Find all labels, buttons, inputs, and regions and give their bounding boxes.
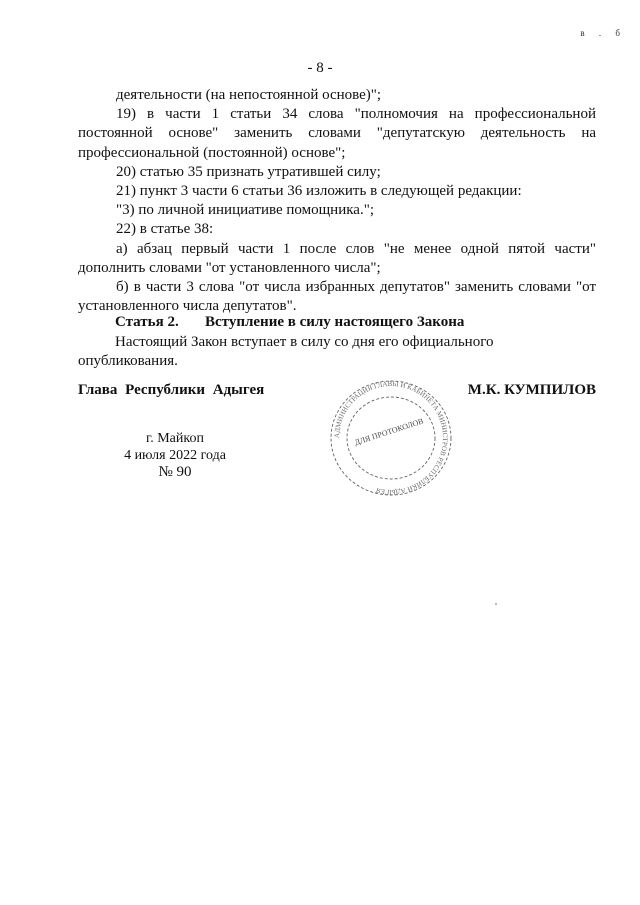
signatory-position: Глава Республики Адыгея bbox=[78, 382, 265, 398]
paragraph-continuation: деятельности (на непостоянной основе)"; bbox=[116, 87, 382, 103]
article-text: Настоящий Закон вступает в силу со дня его официального опубликования. bbox=[78, 333, 494, 369]
paragraph-quote: "3) по личной инициативе помощника."; bbox=[116, 202, 374, 219]
page-number: - 8 - bbox=[307, 60, 333, 76]
amendments-text bbox=[78, 86, 596, 316]
stamp-ring-text: АДМИНИСТРАЦИЯ ГЛАВЫ И КАБИНЕТА МИНИСТРОВ РЕСПУБЛИКИ АДЫГЕЯ bbox=[332, 379, 450, 497]
paragraph-item-21: 21) пункт 3 части 6 статьи 36 изложить в следующей редакции: bbox=[116, 183, 522, 200]
signatory-name: М.К. КУМПИЛОВ bbox=[467, 382, 596, 398]
paragraph-sub-a: а) абзац первый части 1 после слов "не менее одной пятой части" дополнить словами "от установленного числа"; bbox=[78, 240, 596, 276]
paragraph-item-22: 22) в статье 38: bbox=[116, 221, 214, 238]
article-2 bbox=[78, 313, 596, 372]
article-number: Статья 2. bbox=[115, 314, 179, 330]
stamp-center-text: ДЛЯ ПРОТОКОЛОВ bbox=[353, 416, 425, 448]
corner-marks: в . б bbox=[580, 28, 626, 38]
scan-speck bbox=[495, 603, 497, 605]
paragraph-sub-b: б) в части 3 слова "от числа избранных депутатов" заменить словами "от установленного числа депутатов". bbox=[78, 279, 596, 315]
paragraph-item-20: 20) статью 35 признать утратившей силу; bbox=[116, 163, 381, 180]
article-title: Вступление в силу настоящего Закона bbox=[205, 314, 465, 330]
paragraph-item-19: 19) в части 1 статьи 34 слова "полномочия на профессиональной постоянной основе" заменить словами "депутатскую деятельность на профессиональной (постоянной) основе"; bbox=[78, 106, 596, 161]
article-heading bbox=[78, 313, 596, 333]
place-date-block bbox=[110, 430, 240, 481]
city: г. Майкоп bbox=[146, 431, 204, 446]
official-stamp bbox=[326, 376, 456, 500]
law-number: № 90 bbox=[158, 464, 192, 480]
date: 4 июля 2022 года bbox=[124, 448, 226, 463]
